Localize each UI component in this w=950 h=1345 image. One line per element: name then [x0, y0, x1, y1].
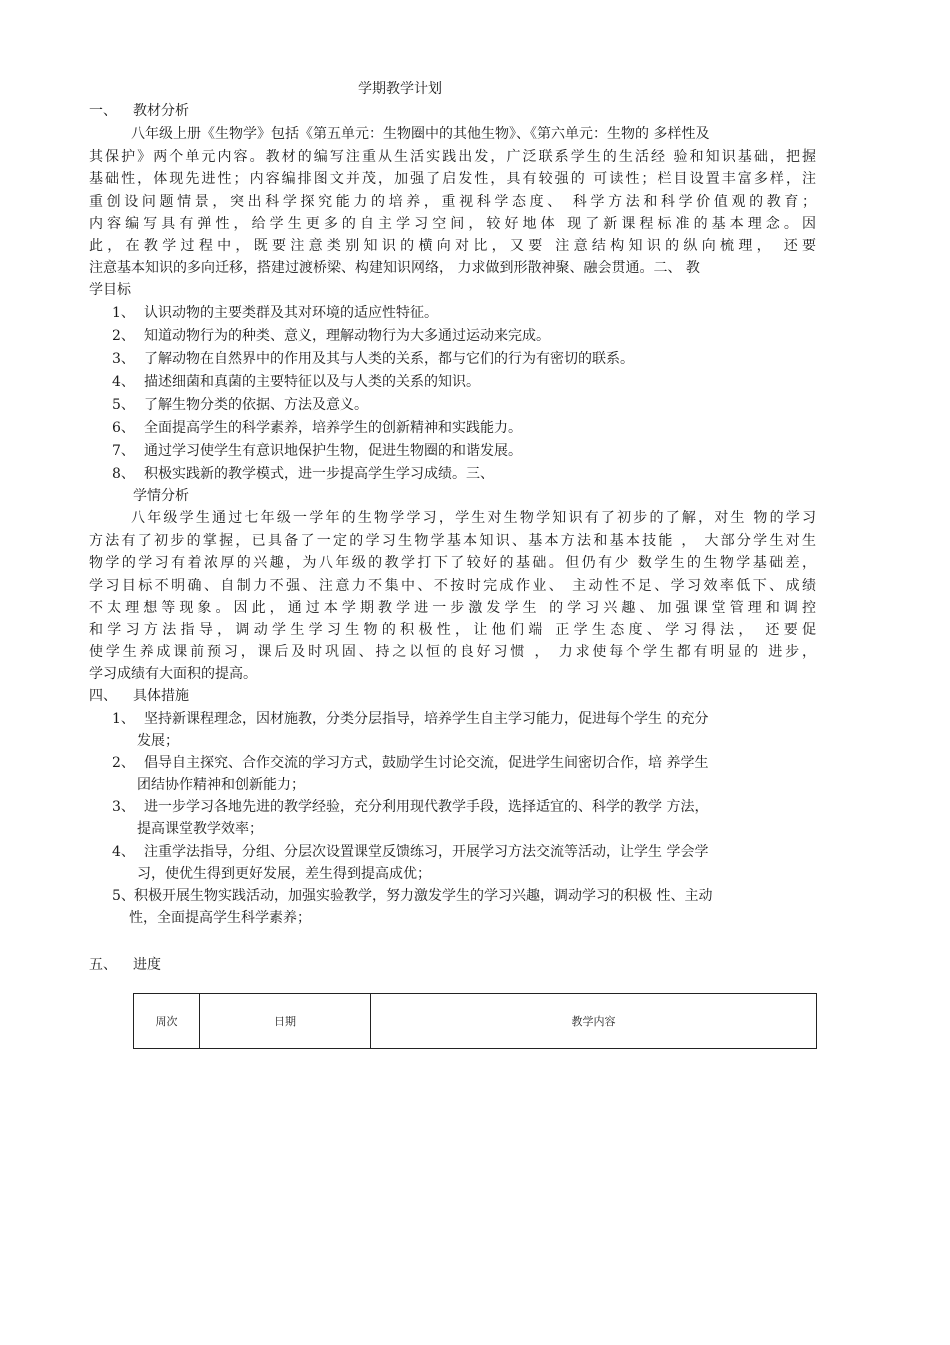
objective-number: 4、 — [112, 374, 135, 390]
objective-text: 知道动物行为的种类、意义，理解动物行为大多通过运动来完成。 — [144, 328, 550, 344]
objective-number: 6、 — [112, 420, 135, 436]
objective-number: 3、 — [112, 351, 135, 367]
objective-number: 2、 — [112, 328, 135, 344]
measure-number: 2、 — [112, 755, 135, 771]
section-3-line: 和学习方法指导，调动学生学习生物的积极性，让他们端 正学生态度、学习得法， 还要促 — [89, 622, 816, 638]
objective-number: 8、 — [112, 466, 135, 482]
measure-text-cont: 提高课堂教学效率； — [137, 821, 263, 837]
section-3-heading: 学情分析 — [133, 488, 189, 504]
section-1-number: 一、 — [89, 103, 117, 119]
section-1-line: 内容编写具有弹性，给学生更多的自主学习空间，较好地体 现了新课程标准的基本理念。因 — [89, 216, 816, 232]
section-5-number: 五、 — [89, 957, 117, 973]
section-1-heading: 教材分析 — [133, 103, 189, 119]
measure-text-cont: 团结协作精神和创新能力； — [137, 777, 305, 793]
measure-text: 倡导自主探究、合作交流的学习方式，鼓励学生讨论交流，促进学生间密切合作，培 养学生 — [144, 755, 709, 771]
column-header-date: 日期 — [200, 994, 371, 1049]
section-1-line: 此，在教学过程中，既要注意类别知识的横向对比，又要 注意结构知识的纵向梳理， 还要 — [89, 238, 816, 254]
measure-text-cont: 性，全面提高学生科学素养； — [129, 910, 311, 926]
section-1-line: 八年级上册《生物学》包括《第五单元：生物圈中的其他生物》、《第六单元：生物的 多样性及 — [131, 126, 710, 142]
objective-text: 认识动物的主要类群及其对环境的适应性特征。 — [144, 305, 438, 321]
measure-number: 1、 — [112, 711, 135, 727]
objective-text: 了解动物在自然界中的作用及其与人类的关系，都与它们的行为有密切的联系。 — [144, 351, 634, 367]
measure-number: 3、 — [112, 799, 135, 815]
section-3-line: 学习目标不明确、自制力不强、注意力不集中、不按时完成作业、 主动性不足、学习效率低下、成绩 — [89, 578, 816, 594]
objective-text: 描述细菌和真菌的主要特征以及与人类的关系的知识。 — [144, 374, 480, 390]
measure-text: 积极开展生物实践活动，加强实验教学，努力激发学生的学习兴趣，调动学习的积极 性、主动 — [134, 888, 713, 904]
objective-text: 通过学习使学生有意识地保护生物，促进生物圈的和谐发展。 — [144, 443, 522, 459]
measure-text: 坚持新课程理念，因材施教，分类分层指导，培养学生自主学习能力，促进每个学生 的充分 — [144, 711, 709, 727]
table-header-row — [134, 994, 817, 1049]
document-title: 学期教学计划 — [358, 81, 442, 97]
section-3-line: 使学生养成课前预习，课后及时巩固、持之以恒的良好习惯 ， 力求使每个学生都有明显的 进步， — [89, 644, 816, 660]
objective-number: 5、 — [112, 397, 135, 413]
measure-text-cont: 习，使优生得到更好发展，差生得到提高成优； — [137, 866, 431, 882]
objective-text: 积极实践新的教学模式，进一步提高学生学习成绩。三、 — [144, 466, 494, 482]
measure-number: 5、 — [112, 888, 135, 904]
section-3-line: 不太理想等现象。因此，通过本学期教学进一步激发学生 的学习兴趣、加强课堂管理和调控 — [89, 600, 816, 616]
section-4-number: 四、 — [89, 688, 117, 704]
measure-number: 4、 — [112, 844, 135, 860]
objective-text: 了解生物分类的依据、方法及意义。 — [144, 397, 368, 413]
progress-table — [133, 993, 817, 1049]
measure-text: 进一步学习各地先进的教学经验，充分利用现代教学手段，选择适宜的、科学的教学 方法， — [144, 799, 709, 815]
objective-number: 7、 — [112, 443, 135, 459]
column-header-week: 周次 — [134, 994, 200, 1049]
section-3-line: 学习成绩有大面积的提高。 — [89, 666, 257, 682]
objective-text: 全面提高学生的科学素养，培养学生的创新精神和实践能力。 — [144, 420, 522, 436]
measure-text-cont: 发展； — [137, 733, 179, 749]
section-3-line: 八年级学生通过七年级一学年的生物学学习，学生对生物学知识有了初步的了解，对生 物的学习 — [131, 510, 816, 526]
section-1-line: 学目标 — [89, 282, 131, 298]
objective-number: 1、 — [112, 305, 135, 321]
section-1-line: 其保护》两个单元内容。教材的编写注重从生活实践出发，广泛联系学生的生活经 验和知识基础，把握 — [89, 149, 816, 165]
measure-text: 注重学法指导，分组、分层次设置课堂反馈练习，开展学习方法交流等活动，让学生 学会学 — [144, 844, 709, 860]
section-3-line: 物学的学习有着浓厚的兴趣，为八年级的教学打下了较好的基础。但仍有少 数学生的生物学基础差， — [89, 555, 816, 571]
column-header-content: 教学内容 — [371, 994, 817, 1049]
section-5-heading: 进度 — [133, 957, 161, 973]
section-4-heading: 具体措施 — [133, 688, 189, 704]
section-1-line: 注意基本知识的多向迁移，搭建过渡桥梁、构建知识网络， 力求做到形散神聚、融会贯通。二、 教 — [89, 260, 700, 276]
section-1-line: 基础性，体现先进性；内容编排图文并茂，加强了启发性，具有较强的 可读性；栏目设置丰富多样，注 — [89, 171, 816, 187]
section-3-line: 方法有了初步的掌握，已具备了一定的学习生物学基本知识、基本方法和基本技能 ， 大部分学生对生 — [89, 533, 816, 549]
section-1-line: 重创设问题情景，突出科学探究能力的培养，重视科学态度、 科学方法和科学价值观的教育； — [89, 194, 816, 210]
